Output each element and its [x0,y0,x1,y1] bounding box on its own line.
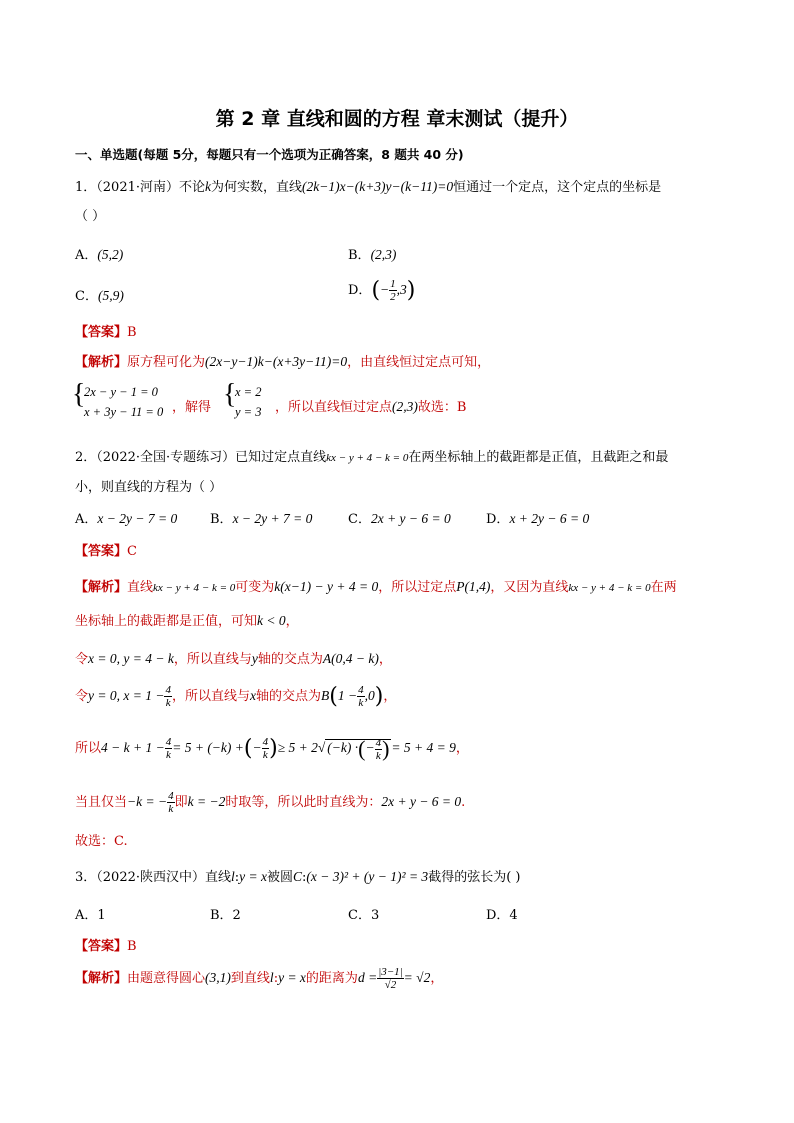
q2-equation: kx − y + 4 − k = 0 [326,452,409,464]
q2-analysis-line-1: 【解析】直线kx − y + 4 − k = 0可变为k(x−1) − y + 4 = 0，所以过定点P(1,4)，又因为直线kx − y + 4 − k = 0在两 [75,579,677,595]
q2-analysis-line-5: 所以4 − k + 1 − $\frac{4}{k}$ = 5 + (−k) +(− $\frac{4}{k}$ )≥ 5 + 2√ (−k) ·(− $\frac{4}{k}$ ) = 5 + 4 = 9， [75,736,469,762]
q2-analysis-line-3: 令x = 0, y = 4 − k，所以直线与y轴的交点为A(0,4 − k)， [75,651,392,667]
q1-stem-text: 1．（2021·河南）不论 [75,180,205,195]
q1-stem [75,176,661,195]
q1-analysis-equation: (2x−y−1)k−(x+3y−11)=0 [205,354,348,369]
q1-option-d-label: D． [348,283,372,298]
q3-option-a: A．1 [75,908,106,923]
q1-option-c [75,285,124,304]
q1-option-d: D．(− $\frac{1}{2}$ ,3) [348,278,416,303]
q2-stem-2: 小，则直线的方程为（ ） [75,480,223,495]
analysis-tag: 【解析】 [75,355,128,370]
q1-option-c-value: (5,9) [97,288,124,303]
q2-answer-value: C [127,544,137,559]
q3-answer-value: B [127,939,137,954]
q1-solve-text: ，解得 [172,400,212,415]
q1-stem-text-3: 恒通过一个定点，这个定点的坐标是 [453,180,662,195]
section-heading: 一、单选题(每题 5分，每题只有一个选项为正确答案，8 题共 40 分) [75,147,464,162]
q1-answer [75,321,137,340]
page-title: 第 2 章 直线和圆的方程 章末测试（提升） [215,108,579,130]
q1-blank: （ ） [75,209,106,224]
q1-option-b-label: B． [348,248,371,263]
q1-var-k: k [205,179,211,194]
q1-option-c-label: C． [75,289,98,304]
q3-option-c: C．3 [348,908,380,923]
q1-stem-text-2: 为何实数，直线 [211,180,303,195]
q3-answer: 【答案】B [75,939,137,954]
q1-option-b-value: (2,3) [370,247,397,262]
q1-analysis-line-1: 【解析】原方程可化为(2x−y−1)k−(x+3y−11)=0，由直线恒过定点可知， [75,354,491,370]
q2-option-d: D．x + 2y − 6 = 0 [486,511,590,527]
q1-equation: (2k−1)x−(k+3)y−(k−11)=0 [302,179,454,194]
q3-circle-equation: (x − 3)² + (y − 1)² = 3 [306,869,429,884]
q1-option-a [75,244,123,263]
q2-option-a: A．x − 2y − 7 = 0 [75,511,178,527]
q2-stem: 2．（2022·全国·专题练习）已知过定点直线kx − y + 4 − k = 0在两坐标轴上的截距都是正值，且截距之和最 [75,450,669,465]
q2-analysis-line-6: 当且仅当−k = − $\frac{4}{k}$ 即k = −2时取等，所以此时直线为：2x + y − 6 = 0. [75,790,466,815]
document-page: 第 2 章 直线和圆的方程 章末测试（提升） 一、单选题(每题 5分，每题只有一个选项为正确答案，8 题共 40 分) 1．（2021·河南）不论k为何实数，直线(2k−1)x−(k+3)y−(k−11)=0恒通过一个定点，这个定点的坐标是 （ ） A．(5,2) B．(2,3) C．(5,9) D．(− $\frac{1}{2}$ ,3) 【答案】B 【解析】原方程可化为(2x−y−1)k−(x+3y−11)=0，由直线恒过定点可知， { 2x − y − 1 = 0 x + 3y − 11 = 0 ，解得 { x = 2 y = 3 ，所以直线恒过定点(2,3)故选：B 2．（2022·全国·专题练习）已知过定点直线kx − y + 4 − k = 0在两坐标轴上的截距都是正值，且截距之和最 小，则直线的方程为（ ） A．x − 2y − 7 = 0 B．x − 2y + 7 = 0 C．2x + y − 6 = 0 D．x + 2y − 6 = 0 【答案】C 【解析】直线kx − y + 4 − k = 0可变为k(x−1) − y + 4 = 0，所以过定点P(1,4)，又因为直线kx − y + 4 − k = 0在两 坐标轴上的截距都是正值，可知k < 0， 令x = 0, y = 4 − k，所以直线与y轴的交点为A(0,4 − k)， 令y = 0, x = 1 − $\frac{4}{k}$ ，所以直线与x轴的交点为B(1 − $\frac{4}{k}$ ,0)， 所以4 − k + 1 − $\frac{4}{k}$ = 5 + (−k) +(− $\frac{4}{k}$ )≥ 5 + 2√ (−k) ·(− $\frac{4}{k}$ ) = 5 + 4 = 9， 当且仅当−k = − $\frac{4}{k}$ 即k = −2时取等，所以此时直线为：2x + y − 6 = 0. 故选：C. 3．（2022·陕西汉中）直线l:y = x被圆C:(x − 3)² + (y − 1)² = 3截得的弦长为( ) A．1 B．2 C．3 D．4 【答案】B 【解析】由题意得圆心(3,1)到直线l:y = x的距离为d = $\frac{|3-1|}{√2}$ = √2， [0,0,794,1123]
q3-analysis-line-1: 【解析】由题意得圆心(3,1)到直线l:y = x的距离为d = $\frac{|3-1|}{√2}$ = √2， [75,966,444,991]
q1-analysis-conclusion: ，所以直线恒过定点(2,3)故选：B [275,399,467,415]
q1-answer-value: B [127,325,137,340]
q2-option-c: C．2x + y − 6 = 0 [348,511,451,527]
q2-analysis-line-2: 坐标轴上的截距都是正值，可知k < 0， [75,613,299,629]
q1-option-a-value: (5,2) [97,247,124,262]
q3-option-b: B．2 [210,908,241,923]
q2-analysis-line-4: 令y = 0, x = 1 − $\frac{4}{k}$ ，所以直线与x轴的交点为B(1 − $\frac{4}{k}$ ,0)， [75,684,397,709]
q2-analysis-line-7: 故选：C. [75,834,128,849]
q3-stem: 3．（2022·陕西汉中）直线l:y = x被圆C:(x − 3)² + (y − 1)² = 3截得的弦长为( ) [75,869,521,885]
q1-option-d-fraction: $\frac{1}{2}$ [390,278,396,303]
q3-option-d: D．4 [486,908,518,923]
q2-option-b: B．x − 2y + 7 = 0 [210,511,313,527]
q2-answer: 【答案】C [75,544,137,559]
answer-tag: 【答案】 [75,325,128,340]
q1-option-a-label: A． [75,248,98,263]
q1-option-b [348,244,396,263]
